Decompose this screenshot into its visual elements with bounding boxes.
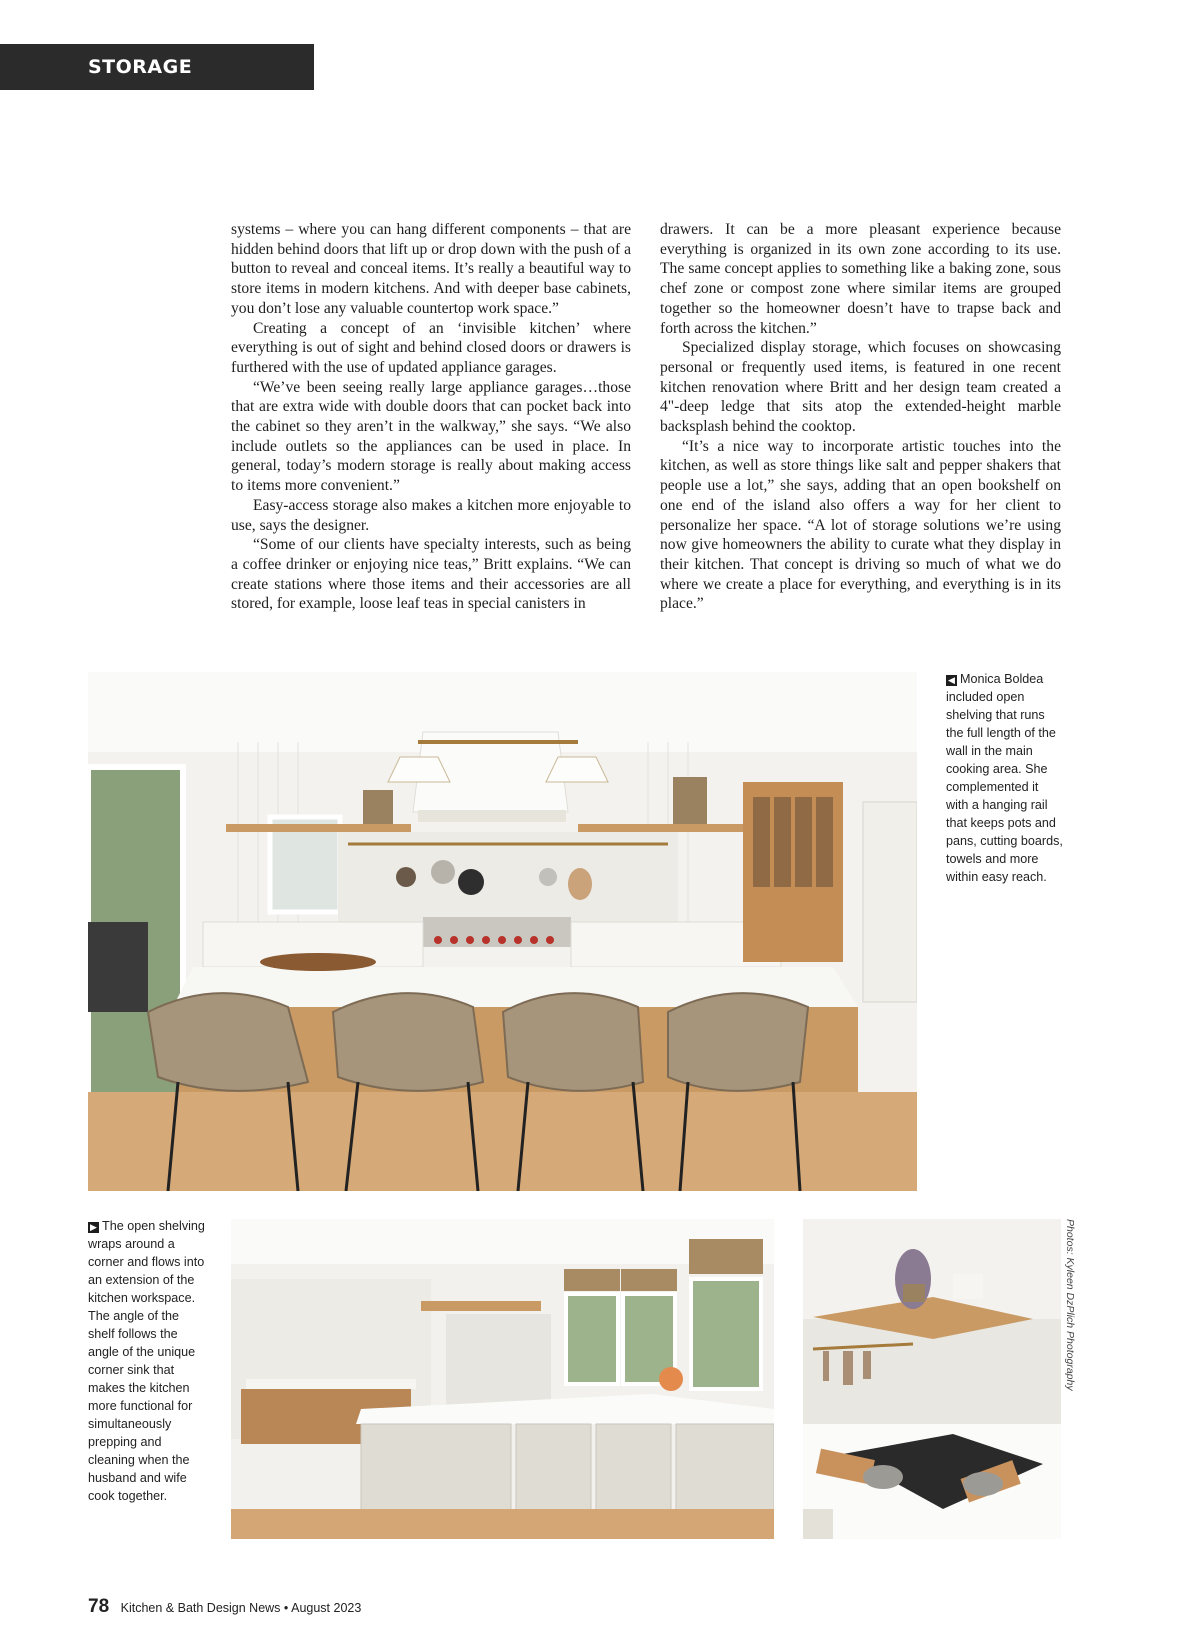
article-column-right bbox=[660, 220, 1061, 614]
section-tag: STORAGE SOLUTIONS bbox=[0, 44, 314, 90]
publication-name: Kitchen & Bath Design News bbox=[120, 1601, 281, 1615]
arrow-right-icon: ▶ bbox=[88, 1222, 99, 1233]
footer-separator: • bbox=[283, 1601, 289, 1615]
issue-date: August 2023 bbox=[291, 1601, 362, 1615]
photo-caption-bottom bbox=[88, 1217, 206, 1505]
paragraph: Specialized display storage, which focuses on showcasing personal or frequently used items, is featured in one recent kitchen renovation where Britt and her design team created a 4"-deep ledge that sits atop the extended-height marble backsplash behind the cooktop. bbox=[660, 339, 1061, 436]
paragraph: “Some of our clients have specialty interests, such as being a coffee drinker or enjoying nice teas,” Britt explains. “We can create stations where those items and their accessories are all stored, for example, loose leaf teas in special canisters in bbox=[231, 536, 631, 613]
paragraph: drawers. It can be a more pleasant experience because everything is organized in its own zone according to its use. The same concept applies to something like a baking zone, sous chef zone or compost zone where similar items are grouped together so the homeowner doesn’t have to trapse back and forth across the kitchen.” bbox=[660, 221, 1061, 337]
kitchen-photo-main bbox=[88, 672, 917, 1191]
page-footer bbox=[88, 1596, 361, 1618]
photo-caption-main bbox=[946, 670, 1064, 886]
arrow-left-icon: ◀ bbox=[946, 675, 957, 686]
paragraph: Creating a concept of an ‘invisible kitchen’ where everything is out of sight and behind closed doors or drawers is furthered with the use of updated appliance garages. bbox=[231, 319, 631, 376]
kitchen-photo-corner bbox=[231, 1219, 774, 1539]
page-number: 78 bbox=[88, 1596, 110, 1617]
paragraph: Easy-access storage also makes a kitchen more enjoyable to use, says the designer. bbox=[231, 496, 631, 534]
article-column-left bbox=[231, 220, 631, 614]
paragraph: “It’s a nice way to incorporate artistic touches into the kitchen, as well as store things like salt and pepper shakers that people use a lot,” she says, adding that an open bookshelf on one end of the island also offers a way for her client to personalize her space. “A lot of storage solutions we’re using now give homeowners the ability to curate what they display in their kitchen. That concept is driving so much of what we do where we create a place for everything, and everything is in its place.” bbox=[660, 437, 1061, 613]
caption-text: The open shelving wraps around a corner and flows into an extension of the kitchen workspace. The angle of the shelf follows the angle of the unique corner sink that makes the kitchen more functional for simultaneously prepping and cleaning when the husband and wife cook together. bbox=[88, 1219, 205, 1503]
paragraph: systems – where you can hang different components – that are hidden behind doors that lift up or drop down with the push of a button to reveal and conceal items. It’s really a beautiful way to store items in modern kitchens. And with deeper base cabinets, you don’t lose any valuable countertop work space.” bbox=[231, 221, 631, 317]
photo-credit: Photos: Kyleen DzPlich Photography bbox=[1064, 1219, 1076, 1391]
caption-text: Monica Boldea included open shelving that runs the full length of the wall in the main cooking area. She complemented it with a hanging rail that keeps pots and pans, cutting boards, towels and more within easy reach. bbox=[946, 672, 1063, 884]
paragraph: “We’ve been seeing really large appliance garages…those that are extra wide with double doors that can pocket back into the cabinet so they aren’t in the walkway,” she says. “We also include outlets so the appliances can be used in place. In general, today’s modern storage is really about making access to items more convenient.” bbox=[231, 378, 631, 495]
kitchen-photo-sink bbox=[803, 1219, 1061, 1539]
